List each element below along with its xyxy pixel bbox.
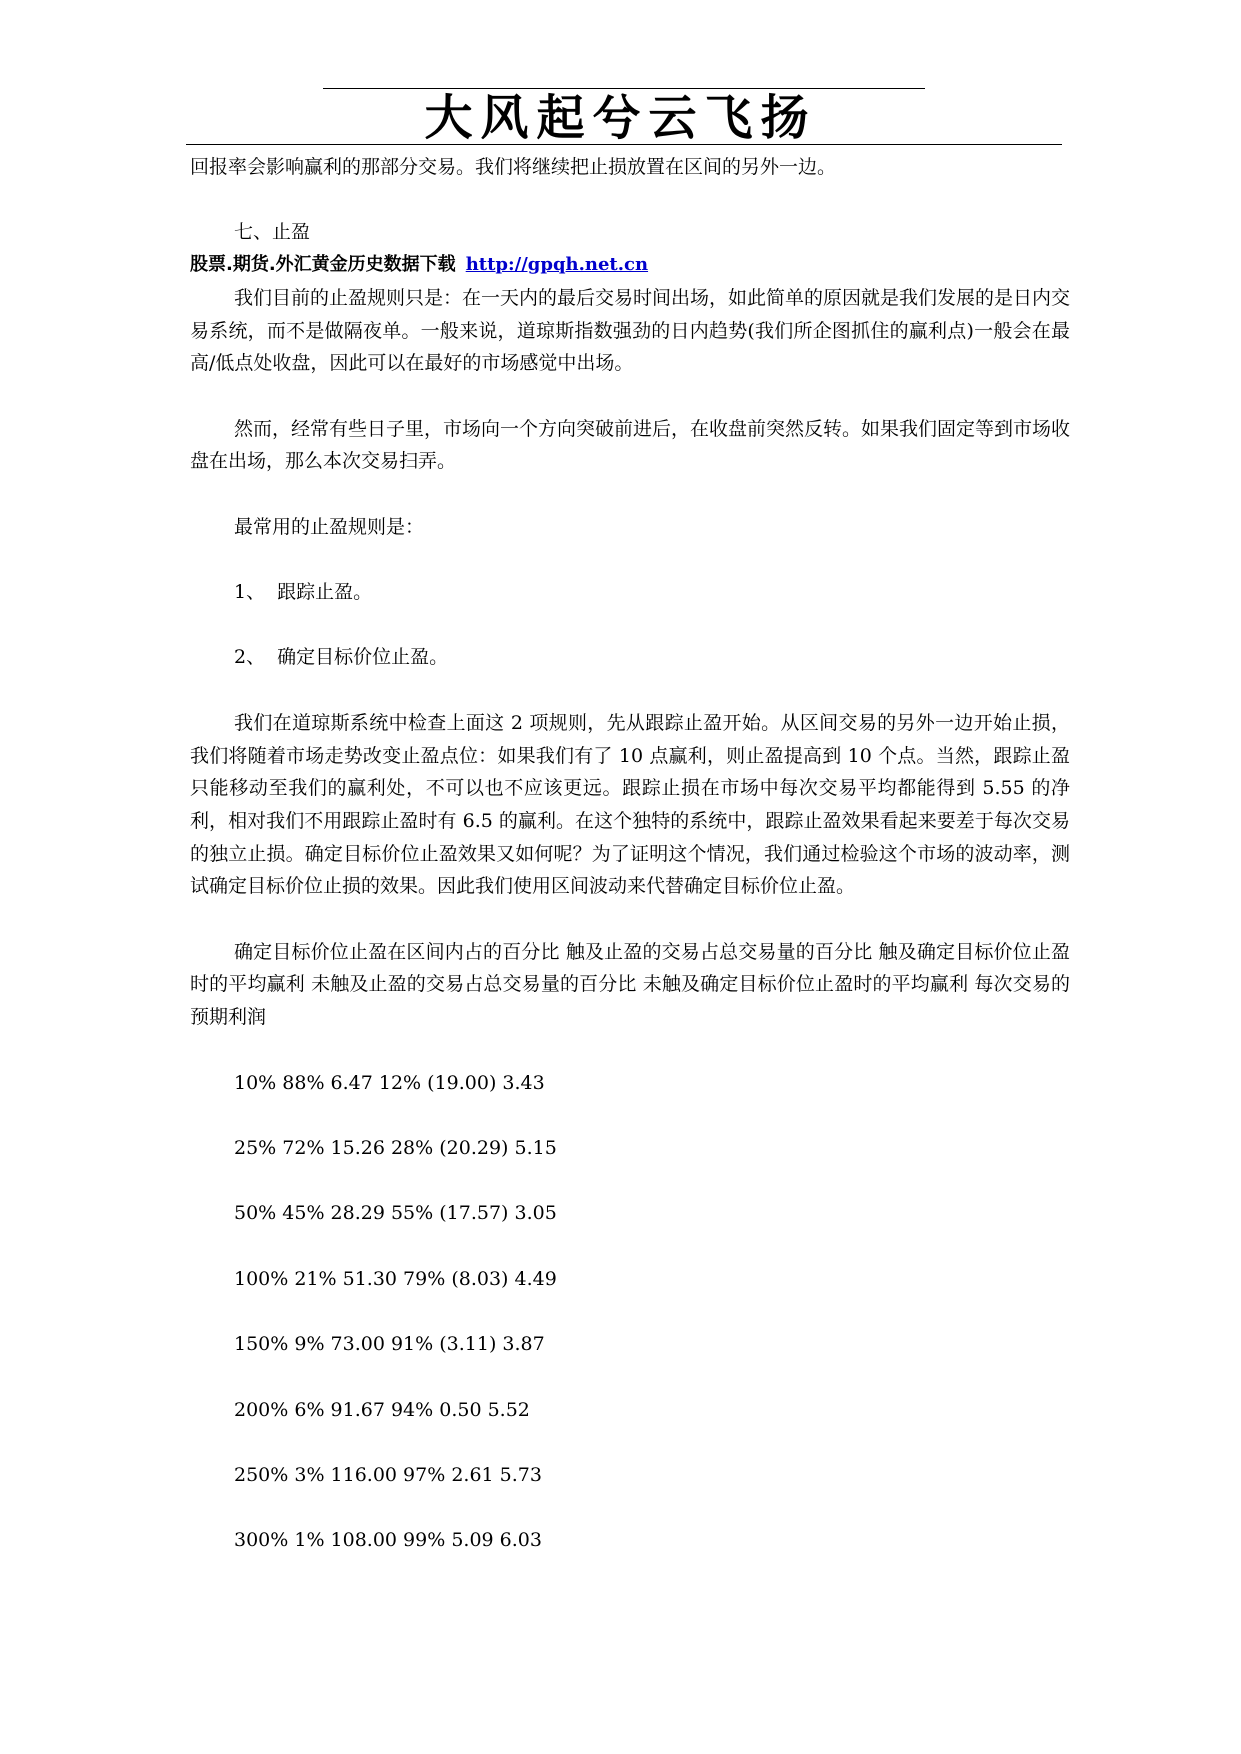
paragraph-3: 最常用的止盈规则是： [234, 515, 425, 538]
list-item: 1、 跟踪止盈。 [234, 581, 373, 604]
document-body [190, 151, 1070, 1590]
data-row: 250% 3% 116.00 97% 2.61 5.73 [234, 1463, 542, 1486]
promo-line [190, 249, 1070, 282]
data-row: 10% 88% 6.47 12% (19.00) 3.43 [234, 1071, 545, 1094]
data-row: 150% 9% 73.00 91% (3.11) 3.87 [234, 1333, 545, 1356]
data-row: 50% 45% 28.29 55% (17.57) 3.05 [234, 1202, 557, 1225]
header-top-rule [323, 88, 925, 89]
page-header [0, 0, 1241, 150]
paragraph-2: 然而，经常有些日子里，市场向一个方向突破前进后，在收盘前突然反转。如果我们固定等到市场收盘在出场，那么本次交易扫弄。 [190, 417, 1071, 473]
section-heading: 七、止盈 [234, 221, 311, 244]
header-bottom-rule [186, 144, 1062, 145]
paragraph-4: 我们在道琼斯系统中检查上面这 2 项规则，先从跟踪止盈开始。从区间交易的另外一边开始止损，我们将随着市场走势改变止盈点位：如果我们有了 10 点赢利，则止盈提高到 10 个点。当然，跟踪止盈只能移动至我们的赢利处，不可以也不应该更远。跟踪止损在市场中每次交易平均都能得到 5.55 的净利，相对我们不用跟踪止盈时有 6.5 的赢利。在这个独特的系统中，跟踪止盈效果看起来要差于每次交易的独立止损。确定目标价位止盈效果又如何呢？为了证明这个情况，我们通过检验这个市场的波动率，测试确定目标价位止损的效果。因此我们使用区间波动来代替确定目标价位止盈。 [190, 711, 1070, 898]
data-rows [190, 1067, 1070, 1557]
header-title: 大风起兮云飞扬 [424, 90, 817, 146]
promo-text: 股票.期货.外汇黄金历史数据下载 [190, 254, 456, 276]
promo-link[interactable]: http://gpqh.net.cn [465, 254, 649, 276]
data-row: 25% 72% 15.26 28% (20.29) 5.15 [234, 1136, 557, 1159]
intro-paragraph: 回报率会影响赢利的那部分交易。我们将继续把止损放置在区间的另外一边。 [190, 156, 837, 178]
data-row: 200% 6% 91.67 94% 0.50 5.52 [234, 1398, 530, 1421]
paragraph-1: 我们目前的止盈规则只是：在一天内的最后交易时间出场，如此简单的原因就是我们发展的是日内交易系统，而不是做隔夜单。一般来说，道琼斯指数强劲的日内趋势(我们所企图抓住的赢利点)一般会在最高/低点处收盘，因此可以在最好的市场感觉中出场。 [190, 286, 1071, 375]
data-row: 300% 1% 108.00 99% 5.09 6.03 [234, 1529, 542, 1552]
data-row: 100% 21% 51.30 79% (8.03) 4.49 [234, 1267, 557, 1290]
list-item: 2、 确定目标价位止盈。 [234, 646, 449, 669]
paragraph-5: 确定目标价位止盈在区间内占的百分比 触及止盈的交易占总交易量的百分比 触及确定目标价位止盈时的平均赢利 未触及止盈的交易占总交易量的百分比 未触及确定目标价位止盈时的平均赢利 每次交易的预期利润 [190, 940, 1070, 1029]
